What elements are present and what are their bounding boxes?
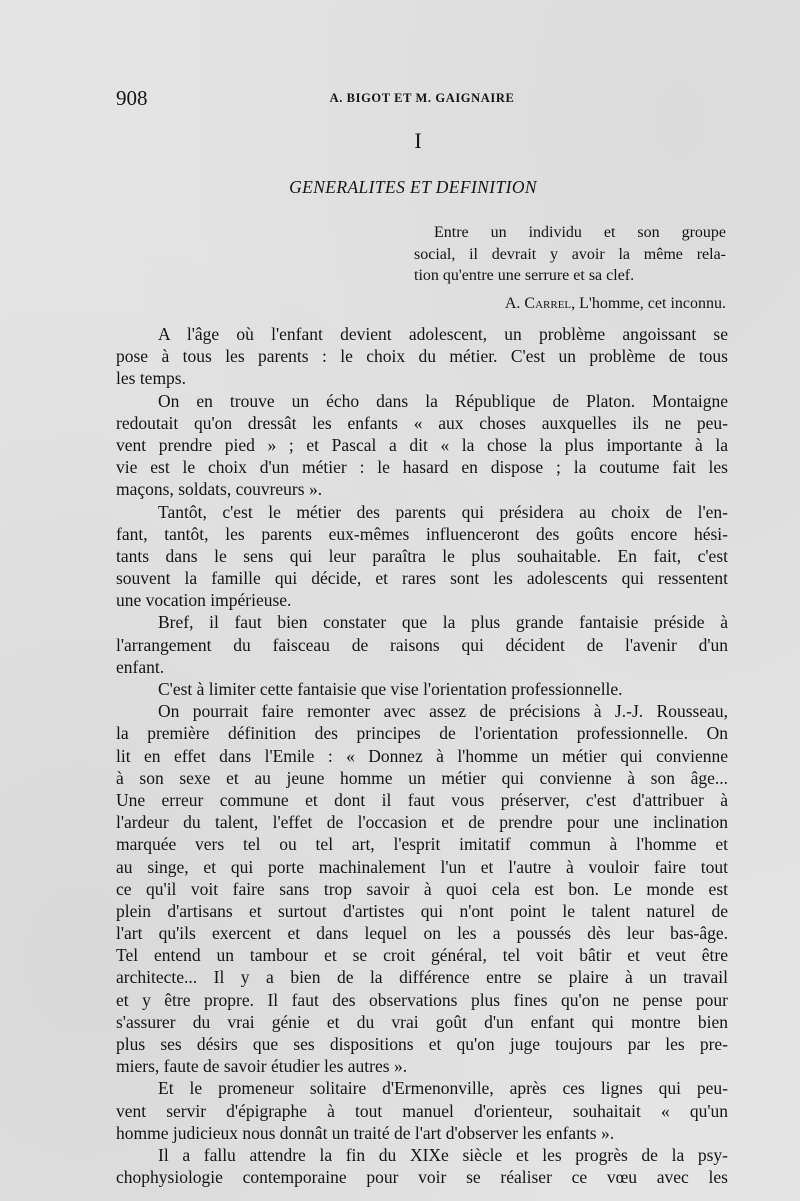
text-line: C'est à limiter cette fantaisie que vise l'orientation professionnelle. (158, 679, 623, 699)
text-line: Tel entend un tambour et se croit général, tel voit bâtir et veut être (116, 945, 728, 966)
epigraph (414, 222, 726, 314)
text-line: fant, tantôt, les parents eux-mêmes influenceront des goûts encore hési- (116, 523, 728, 544)
text-line: Et le promeneur solitaire d'Ermenonville, après ces lignes qui peu- (158, 1078, 728, 1099)
text-line: vent servir d'épigraphe à tout manuel d'orienteur, souhaitait « qu'un (116, 1100, 728, 1121)
text-line: les temps. (116, 368, 186, 389)
epigraph-author: A. Carrel, (504, 294, 576, 312)
epigraph-attribution (414, 293, 726, 315)
text-line: à son sexe et au jeune homme un métier qui convienne à son âge... (116, 767, 728, 788)
text-line: homme judicieux nous donnât un traité de l'art d'observer les enfants ». (116, 1122, 615, 1143)
section-title: GENERALITES ET DEFINITION (289, 177, 537, 197)
text-line: On pourrait faire remonter avec assez de précisions à J.-J. Rousseau, (158, 701, 728, 722)
text-line: Tantôt, c'est le métier des parents qui présidera au choix de l'en- (158, 501, 728, 522)
page-number: 908 (116, 86, 148, 110)
epigraph-line: Entre un individu et son groupe (434, 224, 726, 241)
section-number: I (414, 128, 422, 153)
epigraph-line: social, il devrait y avoir la même rela- (414, 245, 726, 263)
text-line: plus ses désirs que ses dispositions et qu'on juge toujours par les pre- (116, 1034, 728, 1054)
text-line: architecte... Il y a bien de la différence entre se plaire à un travail (116, 967, 728, 988)
body-text (116, 323, 728, 1188)
text-line: redoutait qu'on dressât les enfants « aux choses auxquelles ils ne peu- (116, 412, 728, 433)
text-line: vie est le choix d'un métier : le hasard en dispose ; la coutume fait les (116, 457, 728, 478)
epigraph-line: tion qu'entre une serrure et sa clef. (414, 267, 635, 284)
text-line: une vocation impérieuse. (116, 590, 292, 611)
text-line: au singe, et qui porte machinalement l'un et l'autre à vouloir faire tout (116, 856, 728, 877)
text-line: la première définition des principes de l'orientation professionnelle. On (116, 723, 728, 744)
text-line: maçons, soldats, couvreurs ». (116, 479, 323, 500)
text-line: Une erreur commune et dont il faut vous préserver, c'est d'attribuer à (116, 789, 728, 810)
text-line: pose à tous les parents : le choix du métier. C'est un problème de tous (116, 346, 728, 367)
page-header (116, 86, 728, 110)
text-line: miers, faute de savoir étudier les autres ». (116, 1056, 408, 1077)
text-line: A l'âge où l'enfant devient adolescent, un problème angoissant se (158, 324, 728, 344)
text-line: souvent la famille qui décide, et rares sont les adolescents qui ressentent (116, 568, 728, 589)
text-line: Il a fallu attendre la fin du XIXe siècle et les progrès de la psy- (158, 1144, 728, 1165)
text-line: lit en effet dans l'Emile : « Donnez à l'homme un métier qui convienne (116, 745, 728, 766)
text-line: Bref, il faut bien constater que la plus grande fantaisie préside à (158, 612, 728, 633)
text-line: vent prendre pied » ; et Pascal a dit « la chose la plus importante à la (116, 434, 728, 455)
epigraph-source: L'homme, cet inconnu. (579, 294, 726, 312)
text-line: tants dans le sens qui leur paraîtra le plus souhaitable. En fait, c'est (116, 545, 728, 566)
running-head: A. BIGOT ET M. GAIGNAIRE (329, 91, 515, 105)
text-line: On en trouve un écho dans la République de Platon. Montaigne (158, 390, 728, 411)
text-line: l'ardeur du talent, l'effet de l'occasion et de prendre pour une inclination (116, 812, 728, 833)
text-line: plein d'artisans et surtout d'artistes qui n'ont point le talent naturel de (116, 900, 728, 921)
text-line: l'art qu'ils exercent et dans lequel on les a poussés dès leur bas-âge. (116, 923, 728, 944)
text-line: chophysiologie contemporaine pour voir se réaliser ce vœu avec les (116, 1167, 728, 1188)
text-line: et y être propre. Il faut des observations plus fines qu'on ne pense pour (116, 989, 728, 1010)
text-line: marquée vers tel ou tel art, l'esprit imitatif commun à l'homme et (116, 834, 728, 855)
text-line: enfant. (116, 656, 165, 677)
text-line: ce qu'il voit faire sans trop savoir à quoi cela est bon. Le monde est (116, 878, 728, 899)
text-line: s'assurer du vrai génie et du vrai goût d'un enfant qui montre bien (116, 1011, 728, 1032)
text-line: l'arrangement du faisceau de raisons qui décident de l'avenir d'un (116, 634, 728, 655)
